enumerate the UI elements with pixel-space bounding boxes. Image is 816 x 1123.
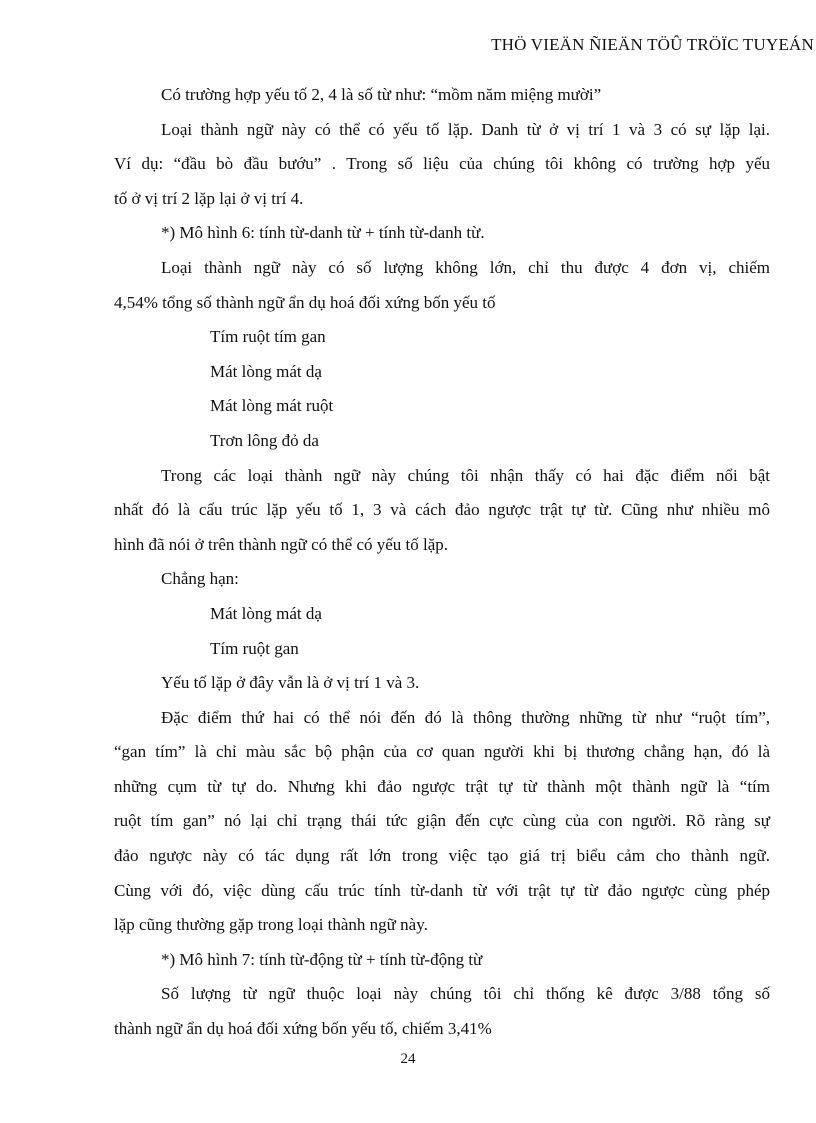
paragraph-5-line-2: nhất đó là cấu trúc lặp yếu tố 1, 3 và cách đảo ngược trật tự từ. Cũng như nhiều mô [114, 500, 770, 520]
paragraph-8-line-1: Đặc điểm thứ hai có thể nói đến đó là thông thường những từ như “ruột tím”, [161, 707, 770, 727]
paragraph-5-line-3: hình đã nói ở trên thành ngữ có thể có yếu tố lặp. [114, 534, 449, 554]
paragraph-2-line-2: Ví dụ: “đầu bò đầu bướu” . Trong số liệu của chúng tôi không có trường hợp yếu [114, 154, 770, 174]
paragraph-1: Có trường hợp yếu tố 2, 4 là số từ như: “mồm năm miệng mười” [161, 85, 602, 104]
page-number: 24 [400, 1051, 416, 1067]
model-6-heading: *) Mô hình 6: tính từ-danh từ + tính từ-danh từ. [161, 223, 485, 243]
paragraph-8-line-3: những cụm từ tự do. Nhưng khi đảo ngược trật tự từ thành một thành ngữ là “tím [114, 776, 770, 796]
paragraph-8-line-7: lặp cũng thường gặp trong loại thành ngữ này. [114, 915, 428, 935]
paragraph-8-line-5: đảo ngược này có tác dụng rất lớn trong việc tạo giá trị biểu cảm cho thành ngữ. [114, 846, 770, 866]
paragraph-6: Chẳng hạn: [161, 569, 239, 589]
example-idiom: Mát lòng mát ruột [210, 396, 334, 416]
model-7-heading: *) Mô hình 7: tính từ-động từ + tính từ-động từ [161, 949, 483, 969]
paragraph-8-line-2: “gan tím” là chỉ màu sắc bộ phận của cơ quan người khi bị thương chẳng hạn, đó là [114, 742, 770, 762]
paragraph-8-line-6: Cùng với đó, việc dùng cấu trúc tính từ-danh từ với trật tự từ đảo ngược cùng phép [114, 880, 770, 900]
paragraph-7: Yếu tố lặp ở đây vẫn là ở vị trí 1 và 3. [161, 673, 420, 693]
example-idiom: Tím ruột gan [210, 638, 299, 658]
paragraph-4-line-2: 4,54% tổng số thành ngữ ẩn dụ hoá đối xứng bốn yếu tố [114, 292, 496, 312]
paragraph-10-line-1: Số lượng từ ngữ thuộc loại này chúng tôi chỉ thống kê được 3/88 tổng số [161, 984, 770, 1004]
page-header: THÖ VIEÄN ÑIEÄN TÖÛ TRÖÏC TUYEÁN [491, 35, 814, 54]
paragraph-4-line-1: Loại thành ngữ này có số lượng không lớn, chỉ thu được 4 đơn vị, chiếm [161, 257, 770, 277]
paragraph-5-line-1: Trong các loại thành ngữ này chúng tôi nhận thấy có hai đặc điểm nổi bật [161, 465, 770, 485]
example-idiom: Mát lòng mát dạ [210, 603, 322, 623]
paragraph-10-line-2: thành ngữ ẩn dụ hoá đối xứng bốn yếu tố, chiếm 3,41% [114, 1019, 492, 1039]
paragraph-8-line-4: ruột tím gan” nó lại chỉ trạng thái tức giận đến cực cùng của con người. Rõ ràng sự [114, 811, 770, 831]
example-idiom: Tím ruột tím gan [210, 327, 326, 347]
example-idiom: Trơn lông đỏ da [210, 430, 319, 450]
paragraph-2-line-1: Loại thành ngữ này có thể có yếu tố lặp. Danh từ ở vị trí 1 và 3 có sự lặp lại. [161, 119, 770, 139]
paragraph-2-line-3: tố ở vị trí 2 lặp lại ở vị trí 4. [114, 188, 304, 208]
example-idiom: Mát lòng mát dạ [210, 361, 322, 381]
document-body [114, 78, 770, 1047]
